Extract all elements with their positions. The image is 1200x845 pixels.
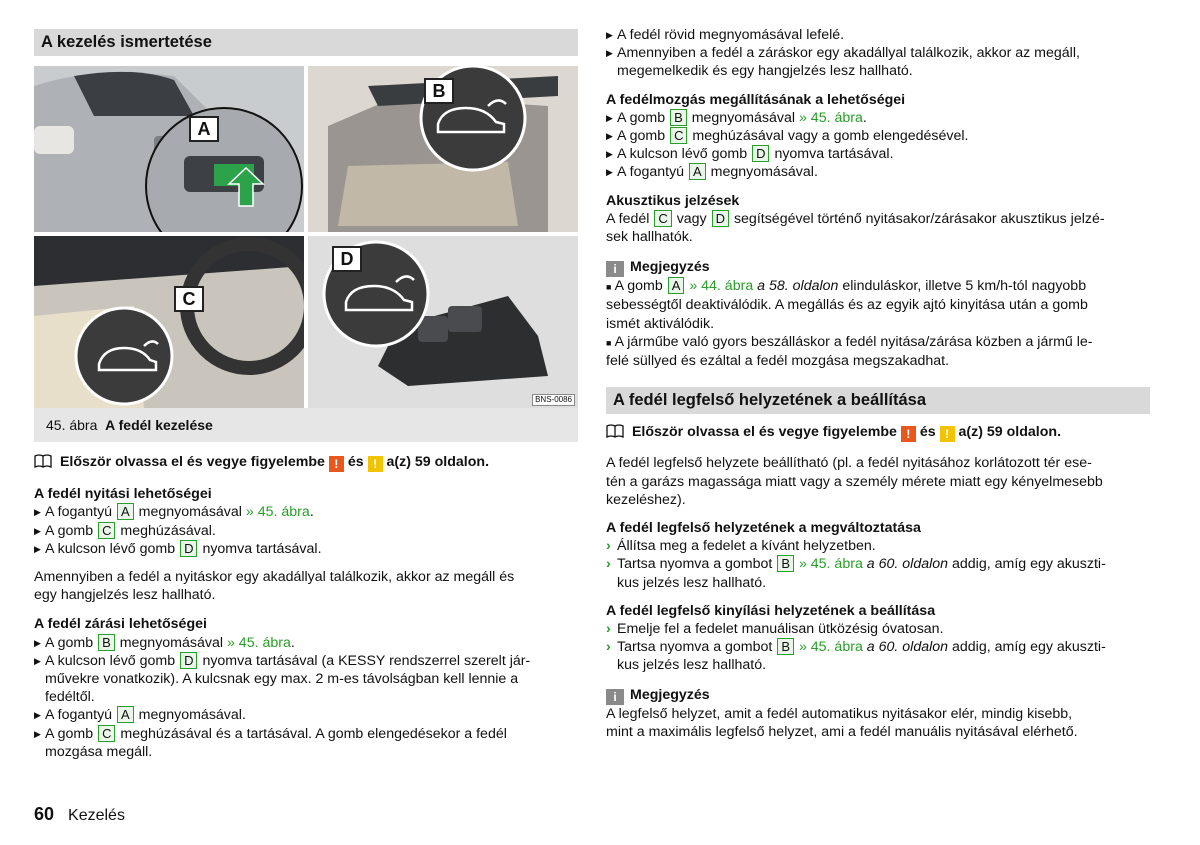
book-icon [606,424,628,443]
change-step-2: › Tartsa nyomva a gombot B » 45. ábra a 60. oldalon addig, amíg egy akuszti- kus jelzés lesz hallható. [606,556,1106,591]
figure-code: BNS-0086 [532,394,575,406]
key-label: D [180,652,197,669]
bullet-triangle-icon: ▶ [34,655,41,666]
bullet-triangle-icon: ▶ [34,728,41,739]
key-label: D [752,145,769,162]
note-1-bullet-1: ■ A gomb A » 44. ábra a 58. oldalon elinduláskor, illetve 5 km/h-tól nagyobb sebességtől deaktiválódik. A megállás és az egyik ajtó kinyitása után a gomb ismét aktiválódik. [606,278,1088,332]
left-column [34,0,578,761]
key-label: A [668,277,685,294]
stop-item-3: ▶ A kulcson lévő gomb D nyomva tartásával. [606,146,894,163]
warning-icon: ! [329,456,344,472]
close-item-1: ▶ A gomb B megnyomásával » 45. ábra. [34,634,295,651]
key-label: C [98,725,115,742]
open-item-3: ▶ A kulcson lévő gomb D nyomva tartásával. [34,540,322,557]
bullet-triangle-icon: ▶ [606,48,613,59]
key-label: B [98,634,115,651]
badge-b: B [424,78,454,104]
info-icon: i [606,689,624,705]
car-rear-handle-illustration [34,66,304,232]
note-1-bullet-2: ■ A járműbe való gyors beszálláskor a fedél nyitása/zárása közben a jármű le- felé süllyed és ezáltal a fedél mozgása megszakadhat. [606,333,1093,370]
close-item-3: ▶ A fogantyú A megnyomásával. [34,707,246,724]
bullet-triangle-icon: ▶ [34,507,41,518]
chapter-name: Kezelés [68,807,125,824]
figure-link[interactable]: » 45. ábra [798,556,863,573]
acoustic-text: A fedél C vagy D segítségével történő nyitásakor/zárásakor akusztikus jelzé- sek hallhatók. [606,210,1105,246]
stop-item-1: ▶ A gomb B megnyomásával » 45. ábra. [606,109,867,126]
bullet-triangle-icon: ▶ [606,131,613,142]
max-step-2: › Tartsa nyomva a gombot B » 45. ábra a 60. oldalon addig, amíg egy akuszti- kus jelzés lesz hallható. [606,639,1106,674]
right-item-1: ▶ A fedél rövid megnyomásával lefelé. [606,27,845,43]
max-step-1: › Emelje fel a fedelet manuálisan ütközésig óvatosan. [606,621,944,638]
intro-text: A fedél legfelső helyzete beállítható (pl. a fedél nyitásához korlátozott tér ese- tén a garázs magassága miatt vagy a személy mérete miatt egy kényelmesebb kezeléshez). [606,455,1103,508]
key-label: C [670,127,687,144]
bullet-triangle-icon: ▶ [606,30,613,40]
step-chevron-icon: › [606,639,611,656]
open-item-2: ▶ A gomb C meghúzásával. [34,522,216,539]
figure-link[interactable]: » 45. ábra [798,639,863,656]
close-heading: A fedél zárási lehetőségei [34,616,207,633]
close-item-4: ▶ A gomb C meghúzásával és a tartásával. A gomb elengedésekor a fedél mozgása megáll. [34,725,507,760]
page-footer [34,805,125,825]
figure-number: 45. ábra [46,417,98,433]
figure-pane-dashboard [34,236,304,408]
open-heading: A fedél nyitási lehetőségei [34,486,212,503]
key-label: A [117,706,134,723]
section-title: A kezelés ismertetése [34,29,578,56]
badge-a: A [189,116,219,142]
bullet-triangle-icon: ▶ [606,167,613,178]
figure-link[interactable]: » 45. ábra [226,634,291,651]
close-item-2: ▶ A kulcson lévő gomb D nyomva tartásával (a KESSY rendszerrel szerelt jár- művekre vonatkozik). A kulcsnak egy max. 2 m-es távolságban kell lennie a fedéltől. [34,652,531,706]
key-label: B [670,109,687,126]
figure-link[interactable]: » 45. ábra [798,109,863,126]
figure-pane-tailgate [308,66,578,232]
key-label: D [712,210,729,227]
key-label: A [117,503,134,520]
caution-icon: ! [940,426,955,442]
stop-item-4: ▶ A fogantyú A megnyomásával. [606,164,818,181]
info-icon: i [606,261,624,277]
bullet-triangle-icon: ▶ [606,149,613,160]
right-item-2: ▶ Amennyiben a fedél a záráskor egy akadállyal találkozik, akkor az megáll, megemelkedik és egy hangjelzés lesz hallható. [606,45,1080,80]
key-label: C [654,210,671,227]
key-label: B [777,638,794,655]
bullet-triangle-icon: ▶ [34,637,41,648]
figure-link[interactable]: » 45. ábra [245,504,310,521]
book-icon [34,454,56,473]
read-first-line: Először olvassa el és vegye figyelembe ! és ! a(z) 59 oldalon. [34,453,578,473]
figure-45 [34,66,578,408]
stop-item-2: ▶ A gomb C meghúzásával vagy a gomb elengedésével. [606,128,969,145]
figure-pane-keyfob [308,236,578,408]
step-chevron-icon: › [606,538,611,555]
step-chevron-icon: › [606,556,611,573]
right-column [606,0,1150,741]
note-1-heading: i Megjegyzés [606,258,1150,277]
obstacle-text: Amennyiben a fedél a nyitáskor egy akadállyal találkozik, akkor az megáll és egy hangjelzés lesz hallható. [34,569,515,604]
key-label: B [777,555,794,572]
dashboard-illustration [34,236,304,408]
key-label: A [689,163,706,180]
change-heading: A fedél legfelső helyzetének a megváltoztatása [606,520,921,537]
change-step-1: › Állítsa meg a fedelet a kívánt helyzetben. [606,538,876,555]
bullet-triangle-icon: ▶ [34,525,41,536]
section-2-title: A fedél legfelső helyzetének a beállítása [606,387,1150,414]
page-number: 60 [34,804,55,824]
bullet-triangle-icon: ▶ [34,543,41,554]
badge-c: C [174,286,204,312]
figure-link[interactable]: » 44. ábra [689,278,754,295]
badge-d: D [332,246,362,272]
figure-caption [34,408,578,442]
acoustic-heading: Akusztikus jelzések [606,192,740,209]
open-item-1: ▶ A fogantyú A megnyomásával » 45. ábra. [34,504,314,521]
note-2-text: A legfelső helyzet, amit a fedél automatikus nyitásakor elér, mindig kisebb, mint a maximális legfelső helyzet, ami a fedél manuális nyitásával elérhető. [606,705,1078,740]
key-label: C [98,522,115,539]
max-heading: A fedél legfelső kinyílási helyzetének a beállítása [606,602,936,619]
caution-icon: ! [368,456,383,472]
key-label: D [180,540,197,557]
read-first-line-2: Először olvassa el és vegye figyelembe ! és ! a(z) 59 oldalon. [606,423,1150,443]
figure-title: A fedél kezelése [105,417,213,433]
stop-heading: A fedélmozgás megállításának a lehetőségei [606,91,906,108]
note-2-heading: i Megjegyzés [606,686,1150,705]
warning-icon: ! [901,426,916,442]
figure-pane-handle [34,66,304,232]
step-chevron-icon: › [606,621,611,638]
bullet-triangle-icon: ▶ [34,710,41,721]
bullet-triangle-icon: ▶ [606,112,613,123]
